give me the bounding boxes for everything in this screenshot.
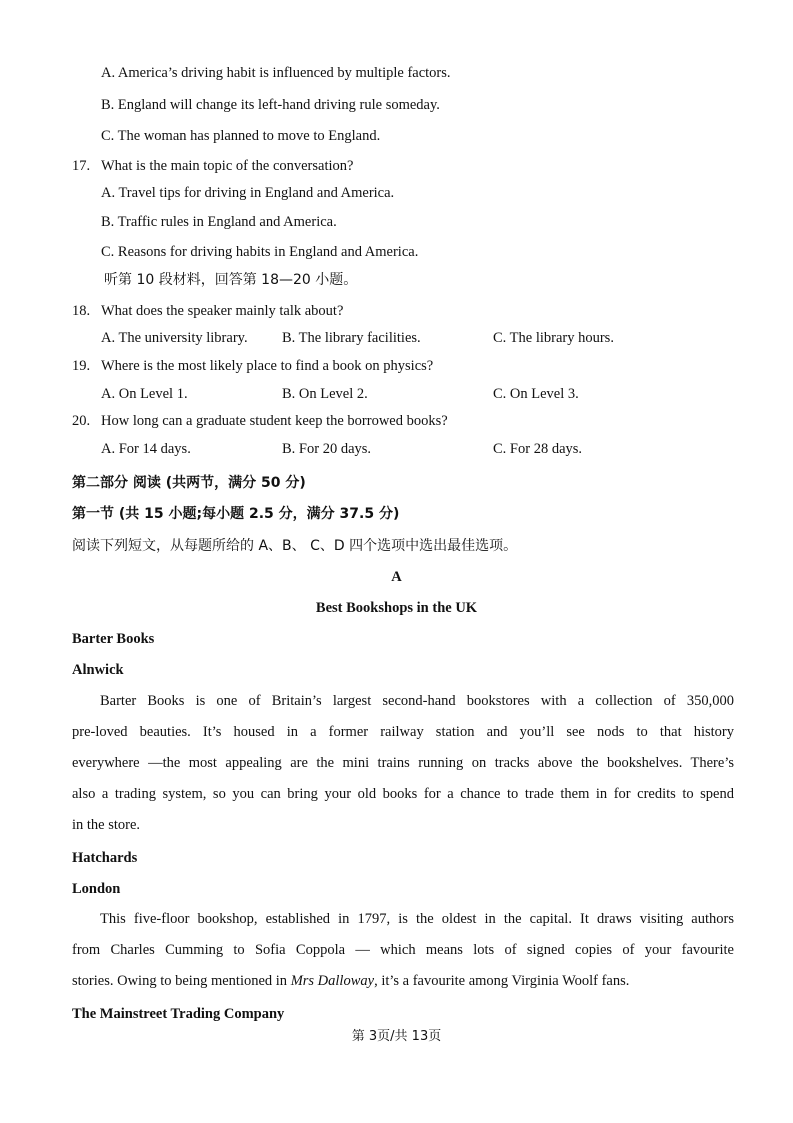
- q18-number: 18.: [72, 303, 91, 319]
- reading-instruction: 阅读下列短文，从每题所给的 A、B、 C、D 四个选项中选出最佳选项。: [72, 538, 518, 554]
- q18-option-a: A. The university library.: [101, 330, 248, 346]
- paragraph-line: Barter Books is one of Britain’s largest second-hand bookstores with a collection of 350,000: [100, 693, 734, 709]
- part-two-heading: 第二部分 阅读 (共两节，满分 50 分): [72, 475, 306, 491]
- book-title-italic: Mrs Dalloway: [290, 973, 375, 989]
- q17-question: What is the main topic of the conversation?: [101, 158, 354, 174]
- paragraph-text: , it’s a favourite among Virginia Woolf fans.: [374, 973, 630, 989]
- q18-option-c: C. The library hours.: [493, 330, 614, 346]
- q18-option-b: B. The library facilities.: [282, 330, 421, 346]
- passage-title: Best Bookshops in the UK: [315, 600, 478, 616]
- passage-letter: A: [391, 569, 402, 585]
- q16-option-c: C. The woman has planned to move to England.: [101, 128, 381, 144]
- paragraph-line: [72, 966, 734, 997]
- q17-option-c: C. Reasons for driving habits in England and America.: [101, 244, 419, 260]
- shop-name-mainstreet: The Mainstreet Trading Company: [72, 1006, 285, 1022]
- q19-option-b: B. On Level 2.: [282, 386, 368, 402]
- q20-question: How long can a graduate student keep the borrowed books?: [101, 413, 448, 429]
- q18-question: What does the speaker mainly talk about?: [101, 303, 344, 319]
- q19-number: 19.: [72, 358, 91, 374]
- paragraph-line: everywhere —the most appealing are the mini trains running on tracks above the bookshelves. There’s: [72, 755, 734, 771]
- hatchards-paragraph: [72, 904, 734, 997]
- paragraph-text: stories. Owing to being mentioned in: [72, 973, 291, 989]
- q17-option-a: A. Travel tips for driving in England and America.: [101, 185, 395, 201]
- shop-name-hatchards: Hatchards: [72, 850, 138, 866]
- q16-option-b: B. England will change its left-hand driving rule someday.: [101, 97, 440, 113]
- paragraph-line: from Charles Cumming to Sofia Coppola — which means lots of signed copies of your favourite: [72, 942, 734, 958]
- shop-location-london: London: [72, 881, 121, 897]
- q17-number: 17.: [72, 158, 91, 174]
- q17-option-b: B. Traffic rules in England and America.: [101, 214, 337, 230]
- shop-location-alnwick: Alnwick: [72, 662, 124, 678]
- q19-option-c: C. On Level 3.: [493, 386, 579, 402]
- paragraph-line: pre-loved beauties. It’s housed in a former railway station and you’ll see nods to that history: [72, 724, 734, 740]
- page-footer: 第 3页/共 13页: [351, 1029, 442, 1044]
- paragraph-line: in the store.: [72, 817, 141, 833]
- paragraph-line: also a trading system, so you can bring your old books for a chance to trade them in for credits to spend: [72, 786, 734, 802]
- q19-option-a: A. On Level 1.: [101, 386, 188, 402]
- shop-name-barter-books: Barter Books: [72, 631, 155, 647]
- listening-section-note: 听第 10 段材料，回答第 18—20 小题。: [104, 272, 358, 288]
- q19-question: Where is the most likely place to find a book on physics?: [101, 358, 434, 374]
- q20-option-c: C. For 28 days.: [493, 441, 583, 457]
- paragraph-line: This five-floor bookshop, established in 1797, is the oldest in the capital. It draws visiting authors: [100, 911, 734, 927]
- q20-option-a: A. For 14 days.: [101, 441, 191, 457]
- section-one-heading: 第一节 (共 15 小题;每小题 2.5 分，满分 37.5 分): [72, 506, 400, 522]
- q16-option-a: A. America’s driving habit is influenced by multiple factors.: [101, 65, 451, 81]
- barter-books-paragraph: [72, 686, 734, 841]
- q20-number: 20.: [72, 413, 91, 429]
- q20-option-b: B. For 20 days.: [282, 441, 372, 457]
